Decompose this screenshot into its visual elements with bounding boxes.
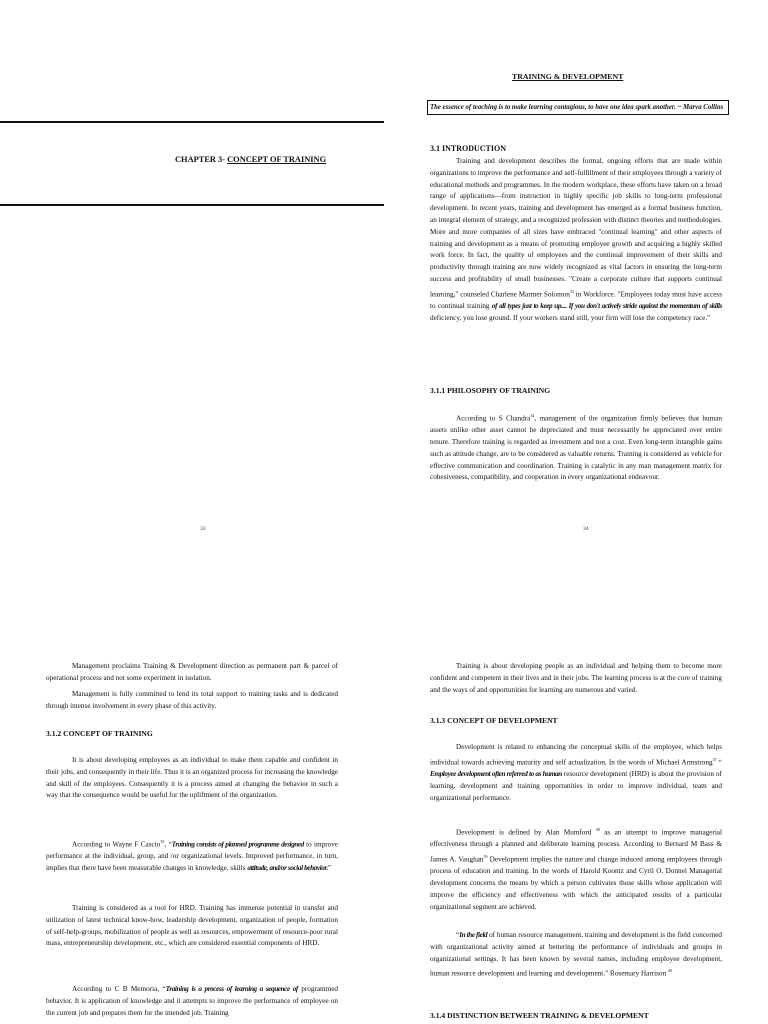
concept-development-heading: 3.1.3 CONCEPT OF DEVELOPMENT [430, 716, 558, 725]
philosophy-text-1: According to S Chandra [456, 414, 531, 423]
rb-p3-text-1: Development is defined by Alan Mumford [456, 828, 596, 837]
quote-text: The essence of teaching is to make learning contagious, to have one idea spark another. ~ Marva Collins [430, 104, 724, 111]
footnote-ref: 35 [160, 839, 165, 844]
lb-p4-bold: Training consists of planned programme designed [171, 840, 304, 849]
chapter-prefix: CHAPTER 3- [175, 155, 226, 164]
intro-paragraph [430, 156, 722, 325]
rb-p3-text-3: Development implies the nature and change induced among employees through process of education and training. In the words of Harold Koontz and Cyril O. Donnel Managerial development concerns the means by which a person cultivates those skills whose application will improve the efficiency and effectiveness with which the anticipated results of a particular organizational segment are achieved. [430, 855, 722, 911]
page-number-left: 33 [200, 526, 206, 532]
rb-p4-text-2: of human resource management, training and development is the field concerned with organizational activity aimed at bettering the performance of individuals and groups in organizational settings. It has been known by several names, including employee development, human resource development and learning and development.” Rosemary Harrison [430, 931, 722, 978]
lb-p6-text-1: According to C B Memoria, “ [72, 985, 166, 993]
philosophy-heading: 3.1.1 PHILOSOPHY OF TRAINING [430, 386, 551, 395]
lb-paragraph-3: It is about developing employees as an individual to make them capable and confident in their jobs, and consequently in their life. Thus it is an organized process for increasing the knowledge and skill of the employees. Consequently it is a process aimed at changing the behavior in such a way that the consequence would be useful for the upliftment of the organization. [46, 756, 338, 800]
lb-paragraph-4 [46, 836, 338, 875]
intro-text-3: deficiency, you lose ground. If your workers stand still, your firm will lose the competency race." [430, 313, 711, 322]
concept-training-heading: 3.1.2 CONCEPT OF TRAINING [46, 729, 153, 738]
lb-p4-text-3: to improve performance at the individual, group, and /or organizational levels. Improved performance, in turn, implies that there have been measurable changes in knowledge, skills [46, 840, 339, 872]
rb-paragraph-3 [430, 824, 722, 913]
rb-paragraph-1: Training is about developing people as an individual and helping them to become more confident and competent in their lives and in their jobs. The learning process is at the core of training and the ways of and opportunities for learning are numerous and varied. [430, 662, 722, 694]
rb-paragraph-4 [430, 930, 722, 981]
chapter-title [175, 155, 326, 164]
rb-p2-text-2: “ [716, 758, 722, 767]
lb-paragraph-6 [46, 984, 338, 1019]
rb-p4-bold: In the field [459, 931, 488, 939]
section-header: TRAINING & DEVELOPMENT [512, 72, 624, 81]
lb-p4-text-2: , “ [164, 840, 172, 849]
top-rule [0, 121, 384, 123]
rb-p2-text-1: Development is related to enhancing the conceptual skills of the employee, which helps individual towards achieving maturity and self actualization. In the words of Michael Armstrong [430, 743, 722, 767]
chapter-name: CONCEPT OF TRAINING [227, 155, 327, 164]
lb-paragraph-5: Training is considered as a tool for HRD. Training has immense potential in transfer and utilization of latest technical know-how, leadership development, organization of people, formation of self-help-groups, mobilization of people as well as resources, empowerment of resource-poor rural mass, entrepreneurship development, etc., which are considered essential components of HRD. [46, 904, 338, 948]
page-number-right: 34 [583, 526, 589, 532]
footnote-ref: 40 [667, 968, 672, 974]
distinction-heading: 3.1.4 DISTINCTION BETWEEN TRAINING & DEVELOPMENT [430, 1011, 649, 1020]
rb-paragraph-2 [430, 742, 722, 804]
rb-p4-text-1: “ [456, 931, 460, 939]
intro-heading: 3.1 INTRODUCTION [430, 144, 507, 153]
rb-p2-bold: Employee development often referred to as human [430, 769, 562, 778]
rb-p2-text-3: resource development (HRD) is about the provision of learning, development and training opportunities in order to improve individual, team and organizational performance. [430, 769, 722, 802]
quote-box [427, 100, 729, 115]
rb-p3-text-2: as an attempt to improve managerial effectiveness through a planned and deliberate learning process. According to Bernard M Bass & James A. Vaughan [430, 828, 722, 864]
lb-p4-bold-2: attitude, and/or social behavior. [247, 863, 328, 872]
philosophy-paragraph [430, 410, 722, 484]
philosophy-text-2: , management of the organization firmly believes that human assets unlike other asset cannot be depreciated and must necessarily be appreciated over entire tenure. Therefore training is regarded as investment and not a cost. Even long-term intangible gains such as attitude change, are to be considered as valuable returns. Training is considered as vehicle for effective communication and coordination. Training is catalytic in any man management matrix for cohesiveness, compatibility, and cooperation in every organizational endeavour. [430, 414, 722, 482]
intro-text-2: in Workforce. "Employees today must have access to continual training [430, 290, 722, 310]
footnote-ref: 38 [595, 827, 600, 832]
bottom-rule [0, 204, 384, 206]
intro-text-1: Training and development describes the formal, ongoing efforts that are made within organizations to improve the performance and self-fulfillment of their employees through a variety of educational methods and programmes. In the modern workplace, these efforts have taken on a broad range of applications—from instruction in highly specific job skills to long-term professional development. In recent years, training and development has emerged as a formal business function, an integral element of strategy, and a recognized profession with distinct theories and methodologies. More and more companies of all sizes have embraced "continual learning" and other aspects of training and development as a means of promoting employee growth and acquiring a highly skilled work force. In fact, the quality of employees and the continual improvement of their skills and productivity through training are now widely recognized as vital factors in ensuring the long-term success and profitability of small businesses. "Create a corporate culture that supports continual learning," counseled Charlene Marmer Solomon [430, 157, 722, 299]
lb-paragraph-1: Management proclaims Training & Development direction as permanent part & parcel of operational process and not some experiment in isolation. [46, 662, 338, 682]
intro-bold-text: of all types just to keep up.... If you don't actively stride against the momentum of skills [491, 301, 722, 310]
lb-p6-text-2: programmed behavior. It is application of knowledge and it attempts to improve the performance of employee on the current job and prepares them for the intended job. Training [46, 985, 338, 1017]
footnote-ref: 37 [712, 756, 717, 762]
lb-p4-text-1: According to Wayne F Cascio [72, 840, 161, 849]
lb-paragraph-2: Management is fully committed to lend its total support to training tasks and is dedicated through intense involvement in every phase of this activity. [46, 690, 338, 710]
lb-p4-text-4: ” [327, 863, 332, 872]
lb-p6-bold: Training is a process of learning a sequence of [165, 985, 298, 993]
footnote-ref: 33 [569, 288, 574, 294]
footnote-ref: 34 [530, 413, 535, 418]
footnote-ref: 39 [483, 853, 488, 859]
